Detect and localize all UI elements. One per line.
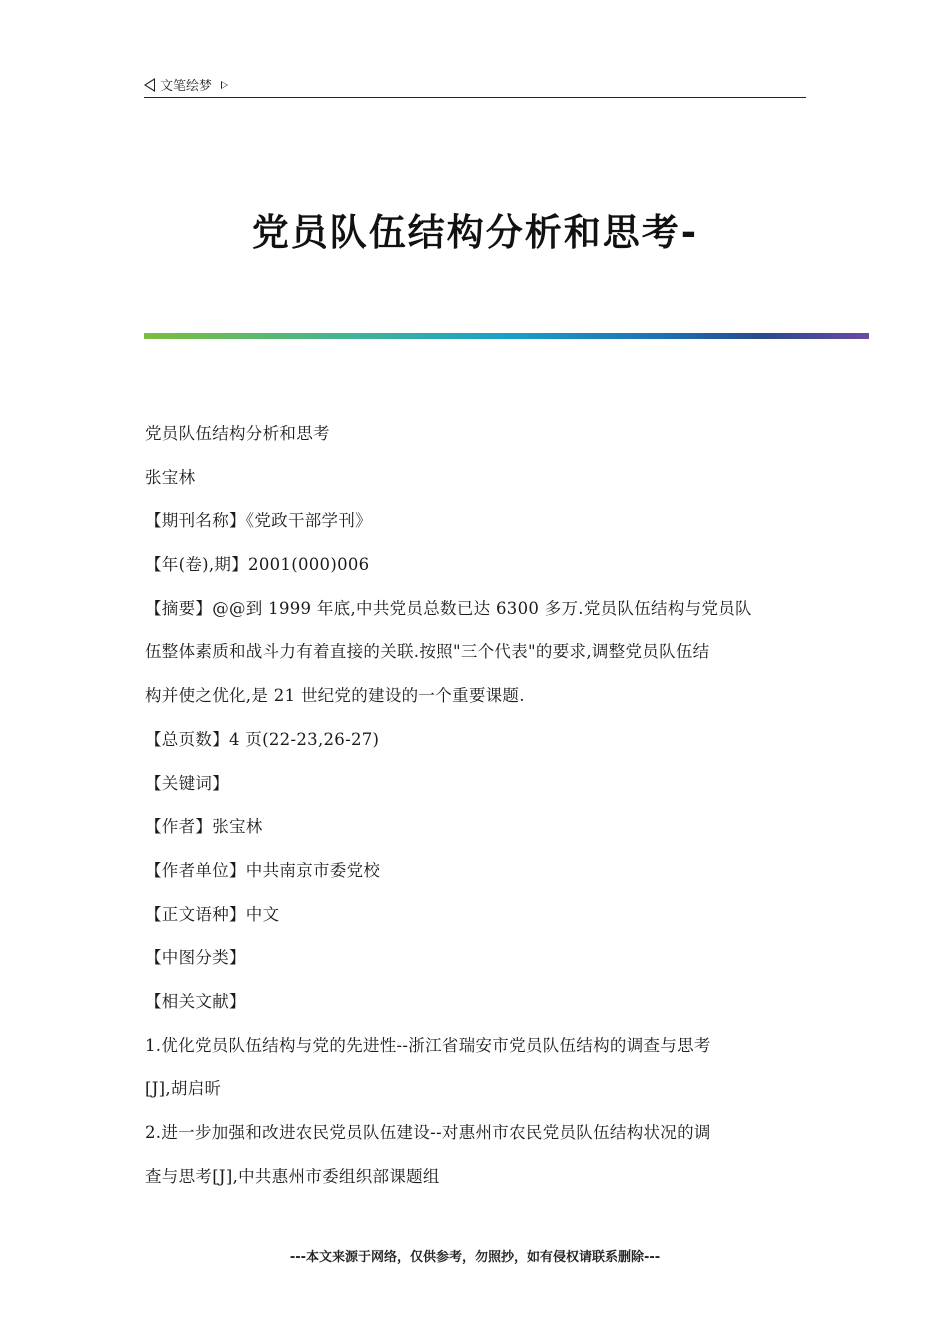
page-header (144, 72, 806, 98)
author-affiliation-line: 【作者单位】中共南京市委党校 (145, 860, 381, 880)
triangle-right-icon (221, 81, 228, 89)
abstract-line: 伍整体素质和战斗力有着直接的关联.按照"三个代表"的要求,调整党员队伍结 (145, 642, 710, 662)
total-pages-line: 【总页数】4 页(22-23,26-27) (145, 729, 380, 749)
document-body (145, 420, 805, 1206)
year-issue-line: 【年(卷),期】2001(000)006 (145, 555, 370, 575)
abstract-line: 构并使之优化,是 21 世纪党的建设的一个重要课题. (145, 686, 525, 706)
reference-item: 2.进一步加强和改进农民党员队伍建设--对惠州市农民党员队伍结构状况的调 (145, 1123, 711, 1142)
classification-line: 【中图分类】 (145, 948, 246, 968)
document-title: 党员队伍结构分析和思考- (251, 211, 699, 254)
brand-text: 文笔绘梦 (160, 79, 213, 94)
gradient-divider (144, 333, 869, 339)
keywords-line: 【关键词】 (145, 773, 229, 793)
reference-item: [J],胡启昕 (145, 1079, 222, 1099)
triangle-left-icon (144, 78, 155, 92)
reference-item: 1.优化党员队伍结构与党的先进性--浙江省瑞安市党员队伍结构的调查与思考 (145, 1035, 711, 1055)
related-literature-heading: 【相关文献】 (145, 991, 246, 1011)
author-line: 张宝林 (145, 467, 196, 487)
article-title-line: 党员队伍结构分析和思考 (145, 424, 330, 443)
brand (144, 75, 228, 94)
footer-disclaimer: ---本文来源于网络，仅供参考，勿照抄，如有侵权请联系删除--- (289, 1250, 661, 1265)
author-field-line: 【作者】张宝林 (145, 817, 263, 837)
reference-item: 查与思考[J],中共惠州市委组织部课题组 (145, 1166, 440, 1186)
journal-name-line: 【期刊名称】《党政干部学刊》 (145, 511, 372, 531)
language-line: 【正文语种】中文 (145, 904, 280, 924)
abstract-line: 【摘要】@@到 1999 年底,中共党员总数已达 6300 多万.党员队伍结构与党员队 (145, 598, 752, 618)
